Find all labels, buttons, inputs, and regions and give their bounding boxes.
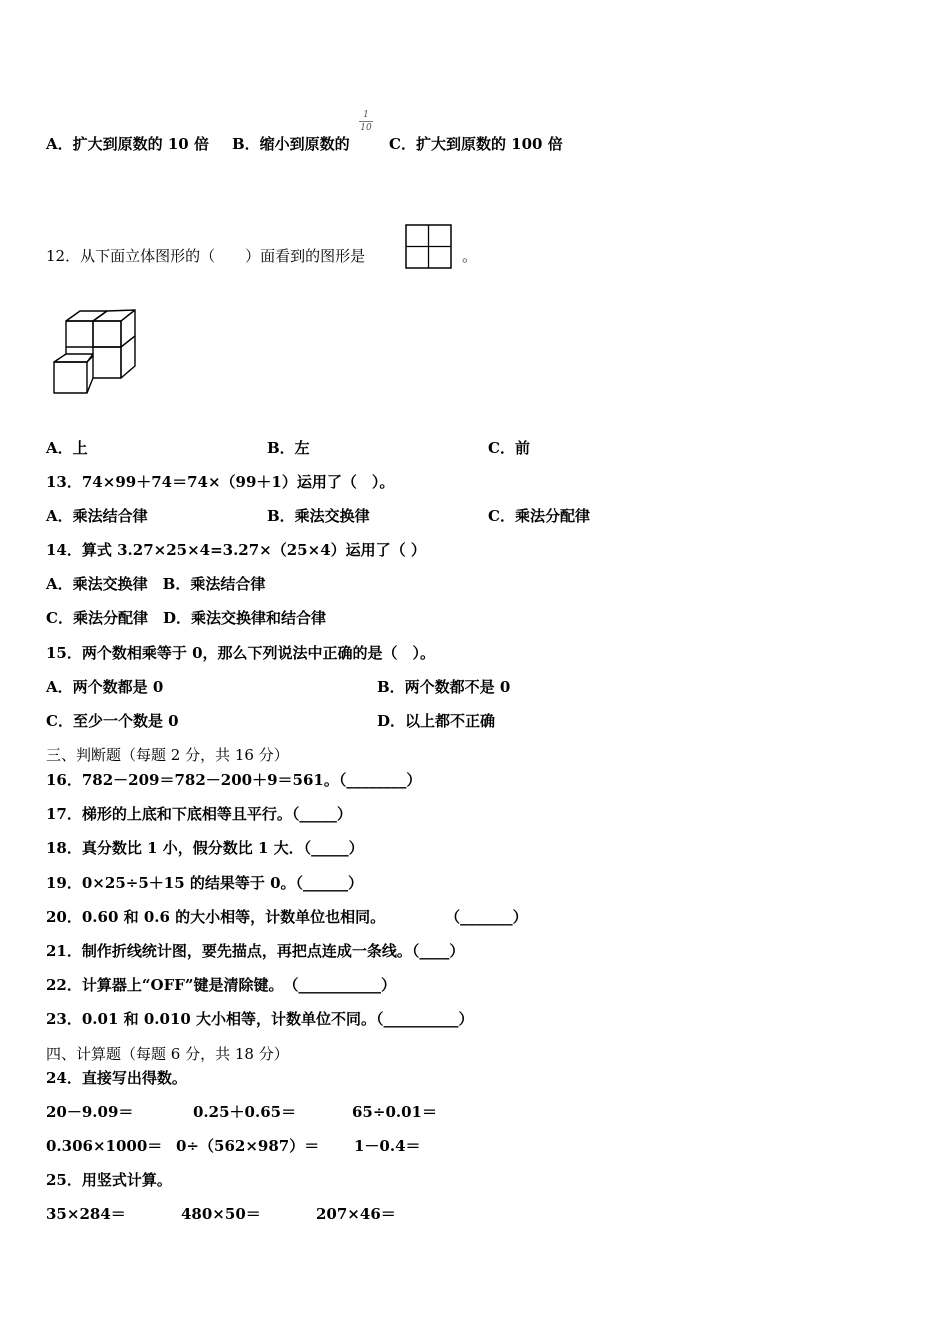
section-3-heading: 三、判断题（每题 2 分，共 16 分） xyxy=(46,746,289,764)
q12-stem: 12．从下面立体图形的（ ）面看到的图形是 xyxy=(46,247,366,265)
q24-expr: 0÷（562×987）＝ xyxy=(176,1137,320,1155)
q25-expr: 207×46＝ xyxy=(316,1205,396,1223)
cube-top-right-front xyxy=(93,321,121,347)
fraction-numerator: 1 xyxy=(363,110,369,120)
q25-expr: 480×50＝ xyxy=(181,1205,261,1223)
judgment-item: 20．0.60 和 0.6 的大小相等，计数单位也相同。 （_______） xyxy=(46,908,528,926)
judgment-item: 18．真分数比 1 小，假分数比 1 大．（_____） xyxy=(46,839,364,857)
cube-bottom-right-side xyxy=(121,336,135,378)
q12-option-b: B．左 xyxy=(267,439,310,457)
q11-fraction xyxy=(359,110,373,133)
q15-option-a: A．两个数都是 0 xyxy=(46,678,164,696)
cube-top-left-front xyxy=(66,321,93,347)
q15-option-b: B．两个数都不是 0 xyxy=(377,678,511,696)
q24-expr: 65÷0.01＝ xyxy=(352,1103,437,1121)
cube-bottom-left-front xyxy=(54,362,87,393)
q11-option-a: A．扩大到原数的 10 倍 xyxy=(46,135,209,153)
q14-options-ab: A．乘法交换律 B．乘法结合律 xyxy=(46,575,266,593)
q13-option-c: C．乘法分配律 xyxy=(488,507,590,525)
q14-stem: 14．算式 3.27×25×4=3.27×（25×4）运用了（ ） xyxy=(46,541,426,559)
judgment-item: 16．782－209＝782－200＋9＝561。（________） xyxy=(46,771,422,789)
cube-edge xyxy=(87,378,93,393)
q15-stem: 15．两个数相乘等于 0，那么下列说法中正确的是（ ）。 xyxy=(46,644,436,662)
q13-option-a: A．乘法结合律 xyxy=(46,507,148,525)
q24-expr: 1－0.4＝ xyxy=(354,1137,421,1155)
q12-option-a: A．上 xyxy=(46,439,88,457)
judgment-item: 21．制作折线统计图，要先描点，再把点连成一条线。（____） xyxy=(46,942,465,960)
q15-option-c: C．至少一个数是 0 xyxy=(46,712,179,730)
q24-expr: 0.306×1000＝ xyxy=(46,1137,163,1155)
cube-bottom-right-front xyxy=(93,347,121,378)
judgment-item: 22．计算器上“OFF”键是清除键。 （___________） xyxy=(46,976,396,994)
fraction-bar xyxy=(359,121,373,122)
q24-expr: 20－9.09＝ xyxy=(46,1103,134,1121)
q13-stem: 13．74×99＋74＝74×（99＋1）运用了（ ）。 xyxy=(46,473,395,491)
q13-option-b: B．乘法交换律 xyxy=(267,507,370,525)
q15-option-d: D．以上都不正确 xyxy=(377,712,496,730)
q25-expr: 35×284＝ xyxy=(46,1205,126,1223)
q24-stem: 24．直接写出得数。 xyxy=(46,1069,187,1087)
judgment-item: 17．梯形的上底和下底相等且平行。（_____） xyxy=(46,805,352,823)
q12-tail: 。 xyxy=(462,247,478,265)
stacked-cubes-figure xyxy=(50,304,145,396)
judgment-item: 23．0.01 和 0.010 大小相等，计数单位不同。（__________） xyxy=(46,1010,474,1028)
square-grid-figure xyxy=(405,224,453,270)
cube-bottom-left-top xyxy=(54,354,93,362)
q25-stem: 25．用竖式计算。 xyxy=(46,1171,172,1189)
q11-option-c: C．扩大到原数的 100 倍 xyxy=(389,135,563,153)
q11-option-b: B．缩小到原数的 xyxy=(232,135,350,153)
q12-option-c: C．前 xyxy=(488,439,530,457)
q14-options-cd: C．乘法分配律 D．乘法交换律和结合律 xyxy=(46,609,326,627)
judgment-item: 19．0×25÷5＋15 的结果等于 0。（______） xyxy=(46,874,364,892)
q24-expr: 0.25＋0.65＝ xyxy=(193,1103,297,1121)
fraction-denominator: 10 xyxy=(360,123,372,133)
section-4-heading: 四、计算题（每题 6 分，共 18 分） xyxy=(46,1045,289,1063)
